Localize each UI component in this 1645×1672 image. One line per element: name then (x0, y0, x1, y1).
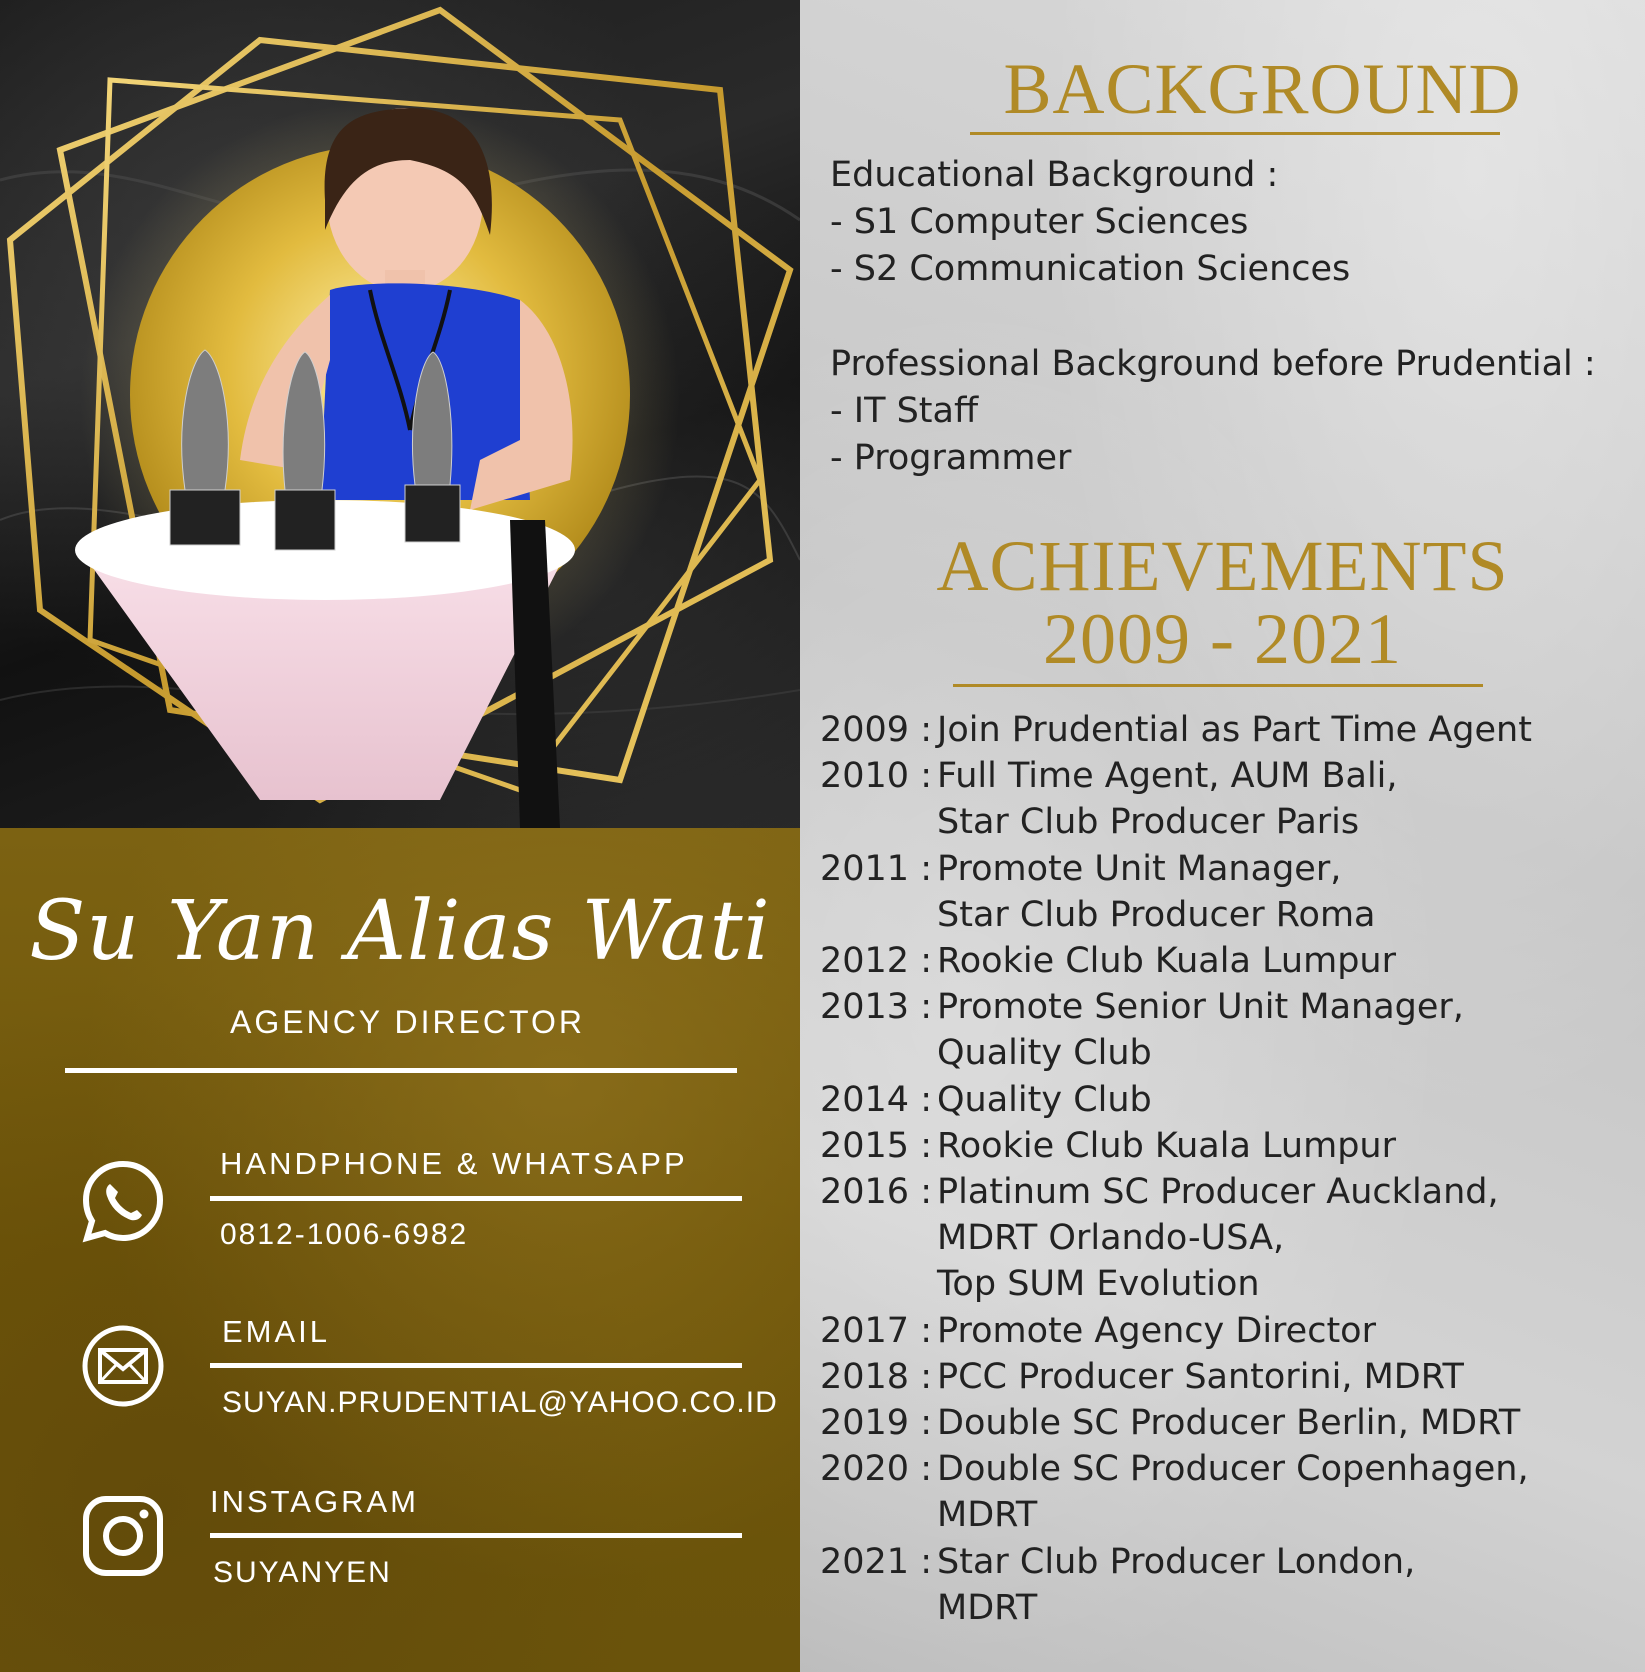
achievement-text: Platinum SC Producer Auckland, (937, 1172, 1499, 1212)
achievement-year: 2021 : (820, 1541, 932, 1582)
achievement-text: Promote Agency Director (937, 1310, 1376, 1351)
educational-heading: Educational Background : (830, 155, 1279, 195)
achievement-year: 2010 : (820, 756, 932, 797)
achievement-text: Quality Club (937, 1033, 1152, 1074)
phone-divider (210, 1196, 742, 1201)
background-divider (970, 132, 1500, 135)
profile-info-panel (0, 828, 800, 1672)
instagram-icon (80, 1493, 166, 1579)
contact-label-phone: HANDPHONE & WHATSAPP (220, 1146, 688, 1181)
background-title: BACKGROUND (1003, 49, 1522, 129)
portrait-panel (0, 0, 800, 828)
achievement-text: Double SC Producer Copenhagen, (937, 1449, 1529, 1490)
portrait-illustration (0, 0, 800, 828)
achievement-text: Promote Senior Unit Manager, (937, 987, 1464, 1028)
achievement-text: Top SUM Evolution (937, 1264, 1260, 1305)
achievement-text: Promote Unit Manager, (937, 848, 1342, 889)
achievement-year: 2013 : (820, 987, 932, 1028)
achievement-year: 2017 : (820, 1310, 932, 1351)
right-column (800, 0, 1645, 1672)
achievement-year: 2009 : (820, 710, 932, 750)
contact-value-instagram[interactable]: SUYANYEN (213, 1556, 392, 1589)
achievement-text: Star Club Producer London, (937, 1541, 1416, 1582)
achievement-text: Join Prudential as Part Time Agent (937, 710, 1532, 750)
achievement-year: 2018 : (820, 1356, 932, 1397)
achievement-text: MDRT (937, 1587, 1038, 1628)
achievement-text: Quality Club (937, 1079, 1152, 1120)
educational-item: - S1 Computer Sciences (830, 202, 1249, 242)
left-column (0, 0, 800, 1672)
professional-item: - IT Staff (830, 391, 979, 431)
achievement-text: Rookie Club Kuala Lumpur (937, 1125, 1396, 1166)
instagram-divider (210, 1533, 742, 1538)
achievement-text: Double SC Producer Berlin, MDRT (937, 1403, 1521, 1443)
whatsapp-icon (80, 1158, 166, 1244)
achievement-text: Rookie Club Kuala Lumpur (937, 941, 1396, 981)
achievement-year: 2011 : (820, 848, 932, 889)
name-divider (65, 1068, 737, 1073)
achievement-text: Full Time Agent, AUM Bali, (937, 756, 1398, 797)
achievements-years: 2009 - 2021 (1043, 599, 1402, 679)
contact-value-email[interactable]: SUYAN.PRUDENTIAL@YAHOO.CO.ID (222, 1386, 778, 1419)
achievement-year: 2015 : (820, 1125, 932, 1166)
achievement-text: MDRT Orlando-USA, (937, 1218, 1285, 1259)
contact-label-email: EMAIL (222, 1314, 331, 1349)
achievement-text: MDRT (937, 1495, 1038, 1536)
email-icon (80, 1323, 166, 1409)
achievement-text: PCC Producer Santorini, MDRT (937, 1356, 1464, 1397)
person-role: AGENCY DIRECTOR (230, 1004, 585, 1040)
achievement-year: 2014 : (820, 1079, 932, 1120)
achievement-year: 2019 : (820, 1403, 932, 1443)
contact-value-phone[interactable]: 0812-1006-6982 (220, 1218, 469, 1251)
email-divider (210, 1363, 742, 1368)
achievements-divider (953, 684, 1483, 687)
achievement-year: 2020 : (820, 1449, 932, 1490)
person-name: Su Yan Alias Wati (29, 884, 771, 979)
achievement-year: 2016 : (820, 1172, 932, 1212)
contact-label-instagram: INSTAGRAM (210, 1484, 419, 1519)
achievement-text: Star Club Producer Roma (937, 894, 1376, 935)
professional-heading: Professional Background before Prudential : (830, 344, 1596, 384)
professional-item: - Programmer (830, 438, 1072, 478)
educational-item: - S2 Communication Sciences (830, 249, 1351, 289)
achievement-year: 2012 : (820, 941, 932, 981)
achievement-text: Star Club Producer Paris (937, 802, 1360, 843)
achievements-title: ACHIEVEMENTS (936, 526, 1509, 606)
